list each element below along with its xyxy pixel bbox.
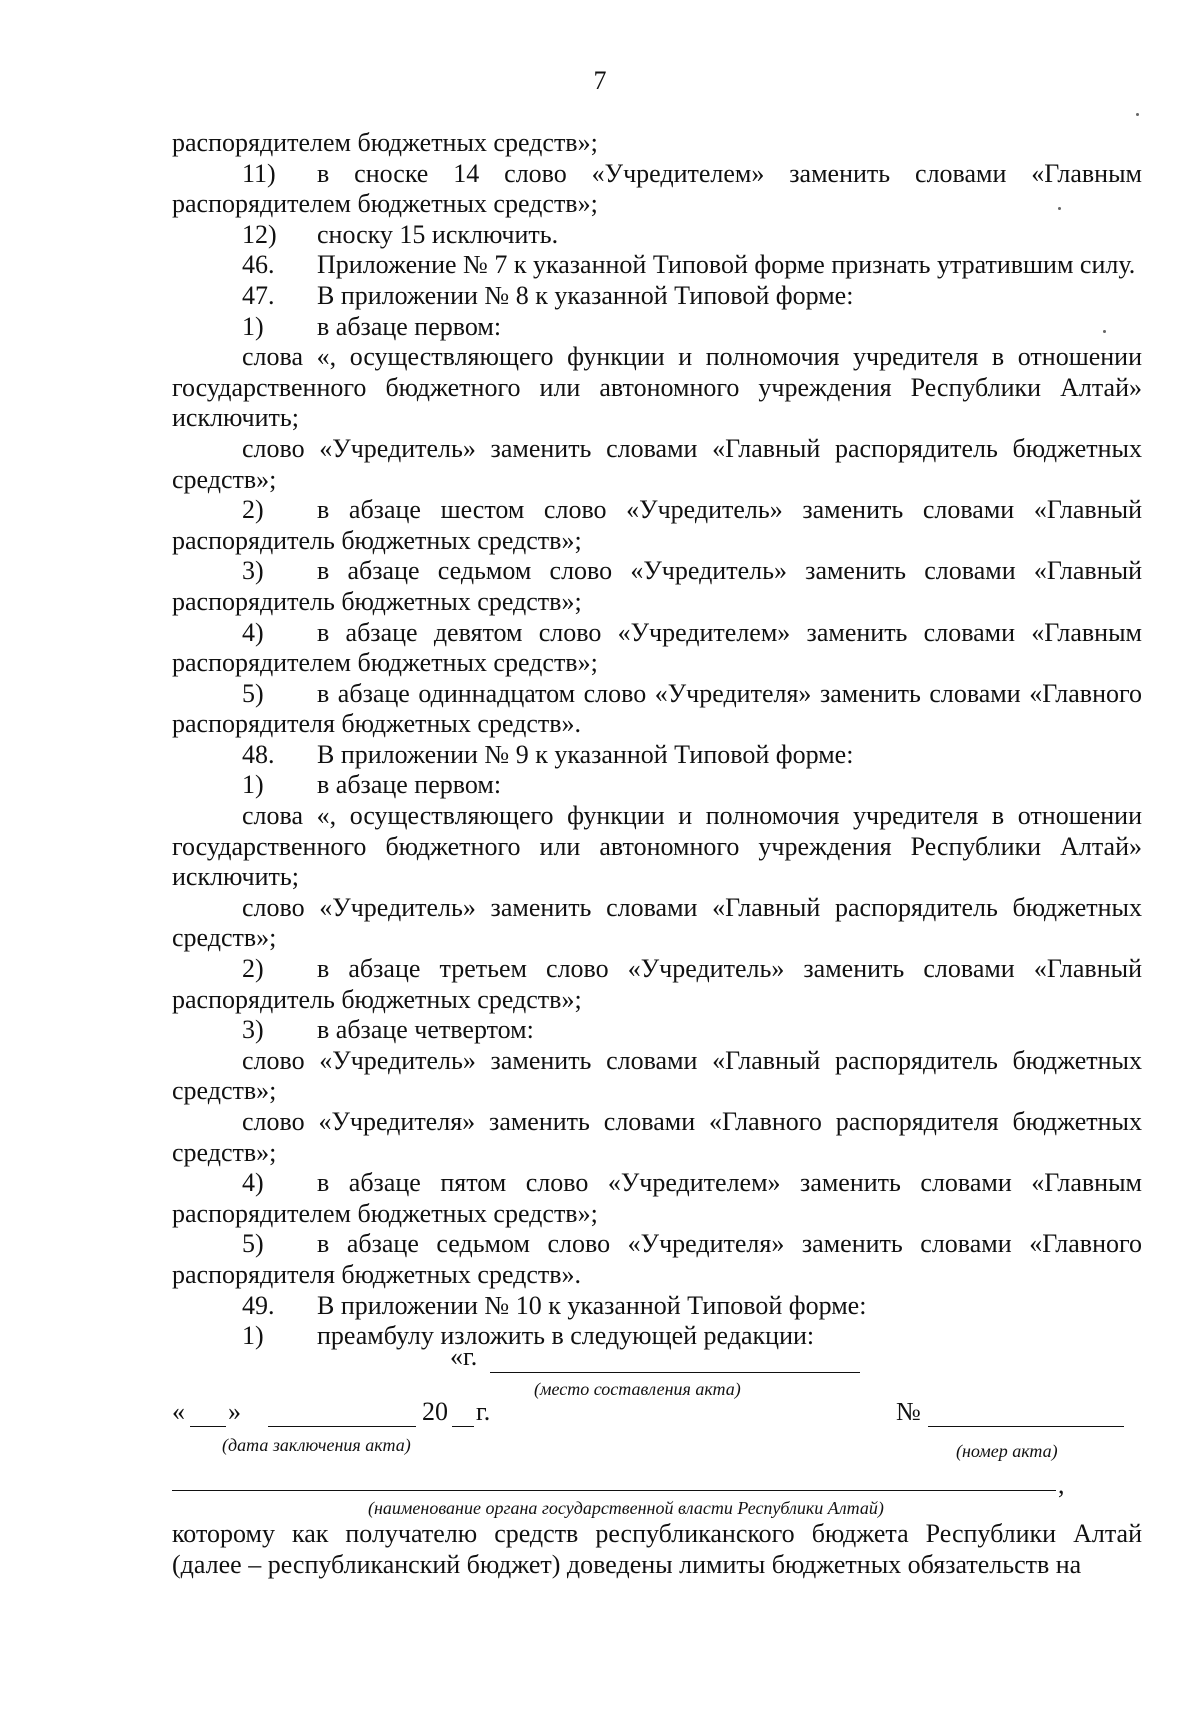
paragraph-number: 4) [242, 617, 264, 647]
paragraph-text: Приложение № 7 к указанной Типовой форме признать утратившим силу. [317, 250, 1136, 280]
paragraph-number: 3) [242, 556, 264, 586]
paragraph [172, 1107, 1142, 1168]
paragraph-number: 2) [242, 954, 264, 984]
scan-speck [1058, 207, 1061, 210]
paragraph-text: слово «Учредитель» заменить словами «Главный распорядитель бюджетных средств»; [172, 1045, 1142, 1106]
document-body [172, 128, 1142, 1352]
paragraph-text: в абзаце одиннадцатом слово «Учредителя» заменить словами «Главного распорядителя бюджетных средств». [172, 678, 1142, 739]
paragraph-number: 47. [242, 280, 275, 310]
paragraph [172, 740, 1142, 771]
paragraph-text: в абзаце четвертом: [317, 1015, 534, 1045]
paragraph-number: 1) [242, 1321, 264, 1351]
paragraph-text: слово «Учредитель» заменить словами «Главный распорядитель бюджетных средств»; [172, 892, 1142, 953]
paragraph-number: 12) [242, 219, 277, 249]
org-name-caption: (наименование органа государственной власти Республики Алтай) [368, 1498, 884, 1518]
act-preamble-form [172, 1342, 1142, 1518]
paragraph [172, 556, 1142, 617]
paragraph-number: 5) [242, 678, 264, 708]
scan-speck [1136, 113, 1139, 116]
paragraph-text: слова «, осуществляющего функции и полномочия учредителя в отношении государственного бюджетного или автономного учреждения Республики Алтай» исключить; [172, 342, 1142, 433]
paragraph [172, 128, 1142, 159]
paragraph [172, 801, 1142, 893]
paragraph-number: 2) [242, 495, 264, 525]
paragraph [172, 495, 1142, 556]
act-number-label: № [896, 1397, 921, 1426]
paragraph [172, 954, 1142, 1015]
paragraph [172, 159, 1142, 220]
paragraph [172, 1046, 1142, 1107]
date-open-quote: « [172, 1397, 185, 1426]
paragraph [172, 220, 1142, 251]
paragraph-text: В приложении № 10 к указанной Типовой форме: [317, 1290, 867, 1320]
paragraph-number: 1) [242, 770, 264, 800]
paragraph [172, 1229, 1142, 1290]
paragraph-text: сноску 15 исключить. [317, 219, 559, 249]
paragraph [172, 434, 1142, 495]
paragraph-text: в абзаце шестом слово «Учредитель» заменить словами «Главный распорядитель бюджетных средств»; [172, 495, 1142, 555]
paragraph [172, 312, 1142, 343]
date-close-quote: » [228, 1397, 241, 1426]
paragraph-number: 48. [242, 739, 275, 769]
paragraph-text: слова «, осуществляющего функции и полномочия учредителя в отношении государственного бюджетного или автономного учреждения Республики Алтай» исключить; [172, 801, 1142, 892]
day-field-line [190, 1426, 226, 1427]
paragraph-number: 49. [242, 1290, 275, 1320]
org-name-field-line [172, 1490, 1056, 1491]
act-number-caption: (номер акта) [956, 1441, 1058, 1461]
tail-paragraph: которому как получателю средств республиканского бюджета Республики Алтай (далее – республиканский бюджет) доведены лимиты бюджетных обязательств на [172, 1519, 1142, 1579]
month-field-line [268, 1426, 416, 1427]
paragraph-text: в абзаце пятом слово «Учредителем» заменить словами «Главным распорядителем бюджетных средств»; [172, 1168, 1142, 1228]
year-prefix: 20 [422, 1397, 448, 1426]
act-number-field-line [928, 1426, 1124, 1427]
date-caption: (дата заключения акта) [222, 1435, 411, 1455]
paragraph-text: слово «Учредитель» заменить словами «Главный распорядитель бюджетных средств»; [172, 433, 1142, 494]
paragraph-text: В приложении № 8 к указанной Типовой форме: [317, 280, 854, 310]
year-field-line [452, 1426, 474, 1427]
paragraph-number: 11) [242, 158, 276, 188]
place-field-line [490, 1372, 860, 1373]
paragraph-text: в абзаце третьем слово «Учредитель» заменить словами «Главный распорядитель бюджетных средств»; [172, 954, 1142, 1014]
place-prefix: «г. [450, 1342, 478, 1371]
paragraph-text: в абзаце седьмом слово «Учредитель» заменить словами «Главный распорядитель бюджетных средств»; [172, 556, 1142, 616]
paragraph-text: преамбулу изложить в следующей редакции: [317, 1321, 815, 1351]
org-name-comma: , [1058, 1470, 1065, 1499]
paragraph-number: 5) [242, 1229, 264, 1259]
paragraph [172, 1168, 1142, 1229]
paragraph [172, 770, 1142, 801]
paragraph-text: в сноске 14 слово «Учредителем» заменить словами «Главным распорядителем бюджетных средств»; [172, 158, 1142, 219]
paragraph-number: 46. [242, 250, 275, 280]
paragraph [172, 342, 1142, 434]
page-number: 7 [593, 66, 607, 95]
paragraph-number: 1) [242, 311, 264, 341]
paragraph [172, 1291, 1142, 1322]
paragraph-text: в абзаце девятом слово «Учредителем» заменить словами «Главным распорядителем бюджетных средств»; [172, 617, 1142, 678]
paragraph [172, 679, 1142, 740]
paragraph-text: В приложении № 9 к указанной Типовой форме: [317, 739, 854, 769]
year-suffix: г. [476, 1397, 491, 1426]
paragraph-number: 3) [242, 1015, 264, 1045]
scan-speck [1103, 330, 1106, 333]
paragraph-number: 4) [242, 1168, 264, 1198]
paragraph-text: в абзаце первом: [317, 770, 502, 800]
paragraph-text: в абзаце первом: [317, 311, 502, 341]
paragraph [172, 618, 1142, 679]
paragraph-text: слово «Учредителя» заменить словами «Главного распорядителя бюджетных средств»; [172, 1107, 1142, 1167]
paragraph-text: в абзаце седьмом слово «Учредителя» заменить словами «Главного распорядителя бюджетных средств». [172, 1229, 1142, 1289]
place-caption: (место составления акта) [534, 1379, 741, 1399]
paragraph-text: распорядителем бюджетных средств»; [172, 128, 598, 157]
paragraph [172, 893, 1142, 954]
paragraph [172, 250, 1142, 281]
paragraph [172, 1015, 1142, 1046]
paragraph [172, 281, 1142, 312]
